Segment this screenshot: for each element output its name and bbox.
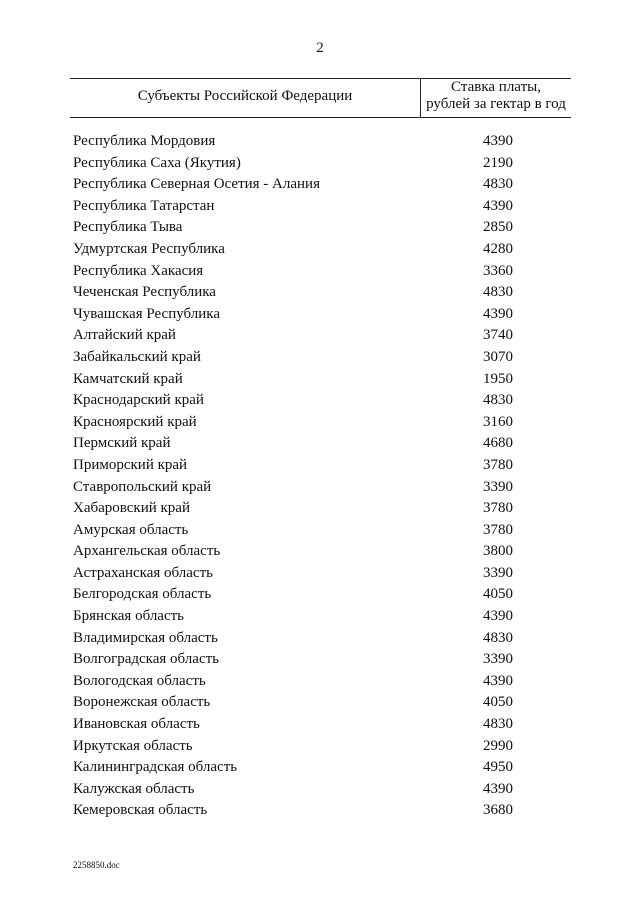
table-row xyxy=(73,325,573,347)
subject-name: Чеченская Республика xyxy=(73,284,216,301)
subject-name: Камчатский край xyxy=(73,370,183,387)
rate-value: 3680 xyxy=(483,802,513,819)
subject-name: Воронежская область xyxy=(73,694,211,711)
rate-value: 4950 xyxy=(483,759,513,776)
table-row xyxy=(73,541,573,563)
table-row xyxy=(73,477,573,499)
subject-name: Волгоградская область xyxy=(73,651,219,668)
header-rate-line2: рублей за гектар в год xyxy=(426,96,566,112)
subject-name: Архангельская область xyxy=(73,543,221,560)
subject-name: Красноярский край xyxy=(73,413,197,430)
rate-value: 4830 xyxy=(483,392,513,409)
rate-value: 2990 xyxy=(483,737,513,754)
subject-name: Чувашская Республика xyxy=(73,305,221,322)
table-row xyxy=(73,217,573,239)
rate-value: 3780 xyxy=(483,521,513,538)
subject-name: Калужская область xyxy=(73,780,195,797)
table-row xyxy=(73,239,573,261)
page-number: 2 xyxy=(316,40,324,56)
subject-name: Белгородская область xyxy=(73,586,212,603)
table-row xyxy=(73,196,573,218)
rate-value: 3780 xyxy=(483,456,513,473)
header-bottom-rule xyxy=(70,117,571,118)
table-row xyxy=(73,628,573,650)
rate-value: 4390 xyxy=(483,608,513,625)
rate-value: 4390 xyxy=(483,780,513,797)
rate-value: 4390 xyxy=(483,672,513,689)
rates-table-body xyxy=(73,131,573,822)
rate-value: 4830 xyxy=(483,284,513,301)
rate-value: 3360 xyxy=(483,262,513,279)
subject-name: Владимирская область xyxy=(73,629,218,646)
subject-name: Калининградская область xyxy=(73,759,238,776)
rate-value: 4050 xyxy=(483,586,513,603)
rate-value: 4390 xyxy=(483,197,513,214)
subject-name: Астраханская область xyxy=(73,564,213,581)
table-row xyxy=(73,131,573,153)
rate-value: 4680 xyxy=(483,435,513,452)
rate-value: 4390 xyxy=(483,133,513,149)
table-row xyxy=(73,606,573,628)
table-row xyxy=(73,498,573,520)
subject-name: Забайкальский край xyxy=(73,348,201,365)
rate-value: 3740 xyxy=(483,327,513,344)
table-row xyxy=(73,174,573,196)
subject-name: Республика Татарстан xyxy=(73,197,215,214)
subject-name: Пермский край xyxy=(73,435,171,452)
table-row xyxy=(73,390,573,412)
header-rate-line1: Ставка платы, xyxy=(451,79,541,95)
table-row xyxy=(73,714,573,736)
subject-name: Брянская область xyxy=(73,608,185,625)
rate-value: 4050 xyxy=(483,694,513,711)
footer-doc-id: 2258850.doc xyxy=(73,860,120,870)
table-row xyxy=(73,563,573,585)
table-row xyxy=(73,347,573,369)
table-row xyxy=(73,671,573,693)
rate-value: 3070 xyxy=(483,348,513,365)
rate-value: 3780 xyxy=(483,500,513,517)
subject-name: Амурская область xyxy=(73,521,189,538)
subject-name: Кемеровская область xyxy=(73,802,208,819)
rate-value: 3390 xyxy=(483,651,513,668)
table-row xyxy=(73,282,573,304)
subject-name: Республика Саха (Якутия) xyxy=(73,154,241,171)
rate-value: 3390 xyxy=(483,478,513,495)
table-row xyxy=(73,649,573,671)
table-row xyxy=(73,779,573,801)
rate-value: 4830 xyxy=(483,176,513,193)
subject-name: Республика Тыва xyxy=(73,219,183,236)
table-row xyxy=(73,412,573,434)
rate-value: 4390 xyxy=(483,305,513,322)
table-row xyxy=(73,757,573,779)
subject-name: Иркутская область xyxy=(73,737,193,754)
table-row xyxy=(73,800,573,822)
rate-value: 3800 xyxy=(483,543,513,560)
rate-value: 1950 xyxy=(483,370,513,387)
rate-value: 4830 xyxy=(483,629,513,646)
table-row xyxy=(73,584,573,606)
subject-name: Вологодская область xyxy=(73,672,206,689)
rate-value: 4280 xyxy=(483,240,513,257)
header-rate xyxy=(421,79,571,113)
subject-name: Удмуртская Республика xyxy=(73,240,225,257)
header-subjects: Субъекты Российской Федерации xyxy=(137,88,353,104)
table-row xyxy=(73,455,573,477)
table-row xyxy=(73,520,573,542)
rate-value: 2190 xyxy=(483,154,513,171)
subject-name: Приморский край xyxy=(73,456,188,473)
subject-name: Республика Мордовия xyxy=(73,133,216,149)
rate-value: 3390 xyxy=(483,564,513,581)
table-row xyxy=(73,153,573,175)
subject-name: Ивановская область xyxy=(73,716,200,733)
table-row xyxy=(73,261,573,283)
table-row xyxy=(73,736,573,758)
table-row xyxy=(73,369,573,391)
subject-name: Алтайский край xyxy=(73,327,176,344)
subject-name: Хабаровский край xyxy=(73,500,190,517)
subject-name: Ставропольский край xyxy=(73,478,212,495)
rate-value: 4830 xyxy=(483,716,513,733)
subject-name: Республика Северная Осетия - Алания xyxy=(73,176,320,193)
subject-name: Республика Хакасия xyxy=(73,262,204,279)
table-row xyxy=(73,304,573,326)
subject-name: Краснодарский край xyxy=(73,392,204,409)
rate-value: 3160 xyxy=(483,413,513,430)
table-row xyxy=(73,692,573,714)
rate-value: 2850 xyxy=(483,219,513,236)
table-row xyxy=(73,433,573,455)
